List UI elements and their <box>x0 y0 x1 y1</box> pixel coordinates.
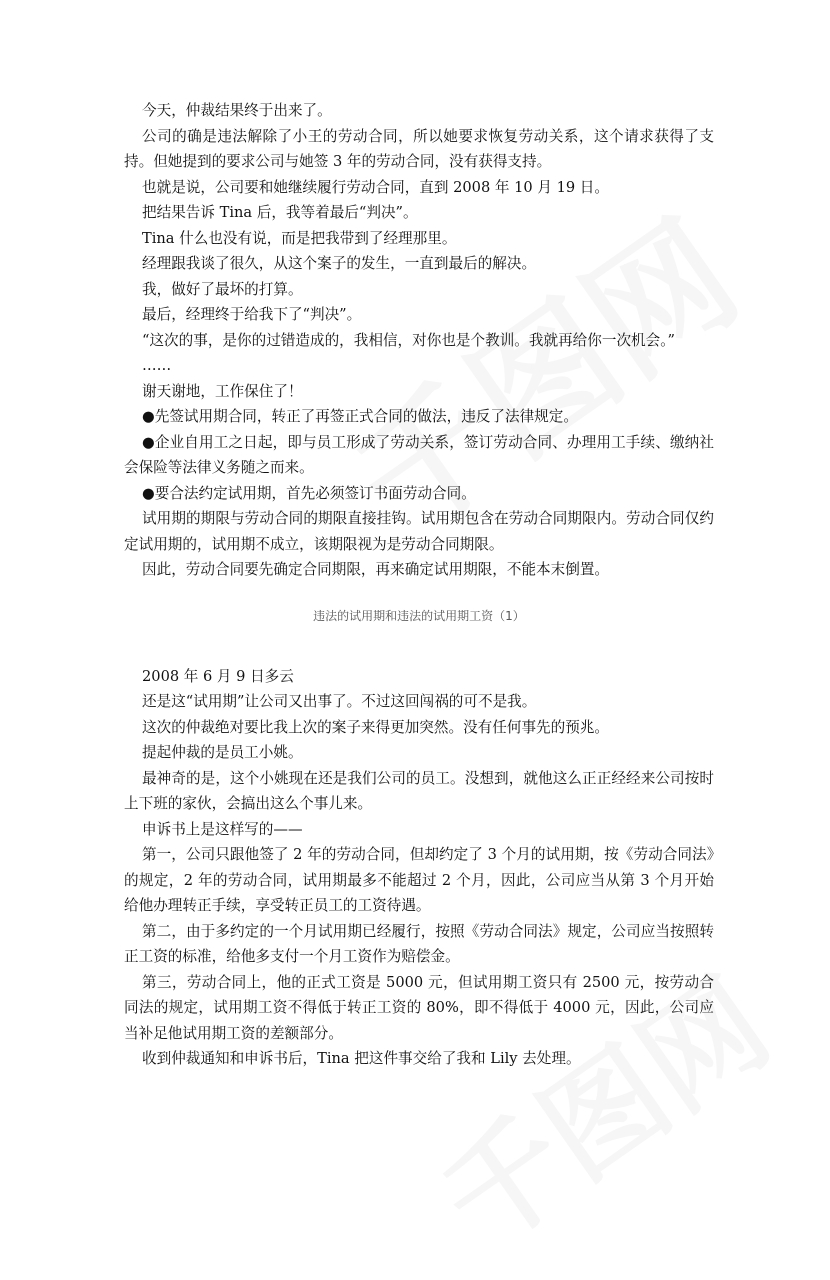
paragraph: 第一，公司只跟他签了 2 年的劳动合同，但却约定了 3 个月的试用期，按《劳动合同法》的规定，2 年的劳动合同，试用期最多不能超过 2 个月，因此，公司应当从第 3 个月开始给他办理转正手续，享受转正员工的工资待遇。 <box>124 846 714 914</box>
document-body <box>124 98 714 1072</box>
bullet-paragraph: ●要合法约定试用期，首先必须签订书面劳动合同。 <box>142 484 476 502</box>
paragraph: 还是这“试用期”让公司又出事了。不过这回闯祸的可不是我。 <box>142 693 537 710</box>
paragraph: 经理跟我谈了很久，从这个案子的发生，一直到最后的解决。 <box>142 255 537 272</box>
paragraph: 第三，劳动合同上，他的正式工资是 5000 元，但试用期工资只有 2500 元，按劳动合同法的规定，试用期工资不得低于转正工资的 80%，即不得低于 4000 元，因此，公司应当补足他试用期工资的差额部分。 <box>124 973 714 1042</box>
paragraph: 第二，由于多约定的一个月试用期已经履行，按照《劳动合同法》规定，公司应当按照转正工资的标准，给他多支付一个月工资作为赔偿金。 <box>124 922 714 965</box>
paragraph: 最后，经理终于给我下了“判决”。 <box>142 306 362 323</box>
diary-date: 2008 年 6 月 9 日多云 <box>142 667 294 685</box>
bullet-paragraph: ●企业自用工之日起，即与员工形成了劳动关系，签订劳动合同、办理用工手续、缴纳社会保险等法律义务随之而来。 <box>124 433 714 476</box>
paragraph: 谢天谢地，工作保住了！ <box>142 382 303 400</box>
paragraph: 试用期的期限与劳动合同的期限直接挂钩。试用期包含在劳动合同期限内。劳动合同仅约定试用期的，试用期不成立，该期限视为是劳动合同期限。 <box>124 510 714 553</box>
paragraph: 这次的仲裁绝对要比我上次的案子来得更加突然。没有任何事先的预兆。 <box>142 718 610 736</box>
paragraph: 提起仲裁的是员工小姚。 <box>142 744 303 761</box>
paragraph: Tina 什么也没有说，而是把我带到了经理那里。 <box>142 229 457 247</box>
paragraph: 我，做好了最坏的打算。 <box>142 280 303 298</box>
paragraph: 今天，仲裁结果终于出来了。 <box>142 102 332 119</box>
section-caption: 违法的试用期和违法的试用期工资（1） <box>313 608 525 623</box>
paragraph: “这次的事，是你的过错造成的，我相信，对你也是个教训。我就再给你一次机会。” <box>142 331 675 349</box>
spacer <box>124 626 714 664</box>
section-1 <box>124 98 714 583</box>
bullet-paragraph: ●先签试用期合同，转正了再签正式合同的做法，违反了法律规定。 <box>142 408 578 425</box>
paragraph: 申诉书上是这样写的—— <box>142 820 303 838</box>
section-2 <box>124 664 714 1072</box>
paragraph: 因此，劳动合同要先确定合同期限，再来确定试用期限，不能本末倒置。 <box>142 561 610 578</box>
paragraph: 也就是说，公司要和她继续履行劳动合同，直到 2008 年 10 月 19 日。 <box>142 178 609 196</box>
paragraph: 最神奇的是，这个小姚现在还是我们公司的员工。没想到，就他这么正正经经来公司按时上下班的家伙，会搞出这么个事儿来。 <box>124 769 714 812</box>
paragraph: …… <box>142 357 172 374</box>
paragraph: 把结果告诉 Tina 后，我等着最后“判决”。 <box>142 204 418 221</box>
paragraph: 收到仲裁通知和申诉书后，Tina 把这件事交给了我和 Lily 去处理。 <box>142 1050 581 1067</box>
paragraph: 公司的确是违法解除了小王的劳动合同，所以她要求恢复劳动关系，这个请求获得了支持。但她提到的要求公司与她签 3 年的劳动合同，没有获得支持。 <box>124 127 714 170</box>
